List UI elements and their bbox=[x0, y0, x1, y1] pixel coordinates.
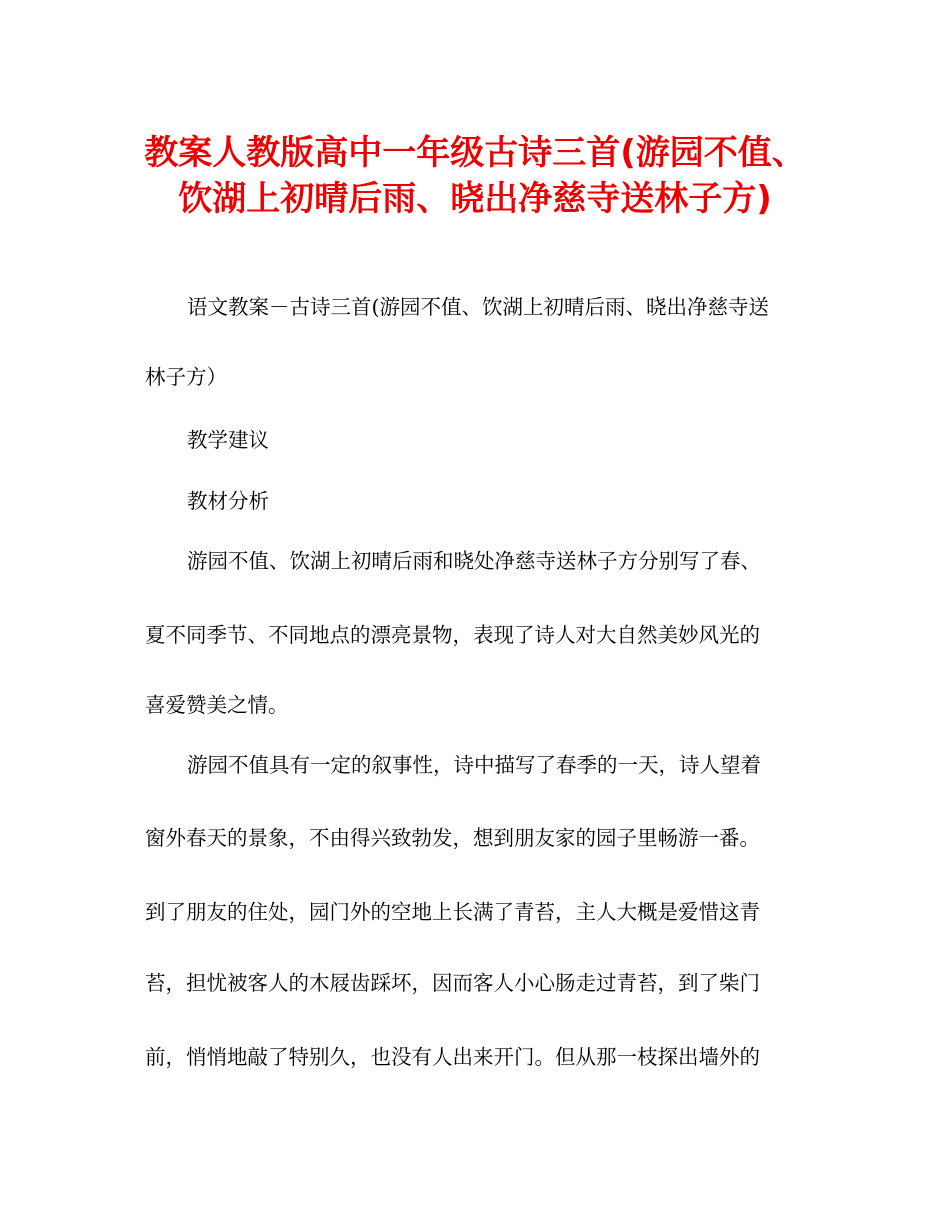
paragraph-1-line-1: 游园不值、饮湖上初晴后雨和晓处净慈寺送林子方分别写了春、 bbox=[187, 549, 761, 573]
paragraph-1-line-2: 夏不同季节、不同地点的漂亮景物，表现了诗人对大自然美妙风光的 bbox=[145, 623, 760, 647]
subtitle-line-2: 林子方） bbox=[145, 365, 227, 389]
paragraph-2-line-1: 游园不值具有一定的叙事性，诗中描写了春季的一天，诗人望着 bbox=[187, 753, 761, 777]
section-heading-material-analysis: 教材分析 bbox=[187, 489, 269, 513]
paragraph-2-line-4: 苔，担忧被客人的木屐齿踩坏，因而客人小心肠走过青苔，到了柴门 bbox=[145, 971, 760, 995]
document-title: 教案人教版高中一年级古诗三首(游园不值、饮湖上初晴后雨、晓出净慈寺送林子方) bbox=[144, 133, 806, 219]
paragraph-2-line-2: 窗外春天的景象，不由得兴致勃发，想到朋友家的园子里畅游一番。 bbox=[145, 826, 760, 850]
paragraph-1-line-3: 喜爱赞美之情。 bbox=[145, 693, 289, 717]
subtitle-line-1: 语文教案－古诗三首(游园不值、饮湖上初晴后雨、晓出净慈寺送 bbox=[187, 295, 769, 319]
paragraph-2-line-5: 前，悄悄地敲了特别久，也没有人出来开门。但从那一枝探出墙外的 bbox=[145, 1045, 760, 1069]
section-heading-teaching-suggestions: 教学建议 bbox=[187, 428, 269, 452]
paragraph-2-line-3: 到了朋友的住处，园门外的空地上长满了青苔，主人大概是爱惜这青 bbox=[145, 900, 760, 924]
